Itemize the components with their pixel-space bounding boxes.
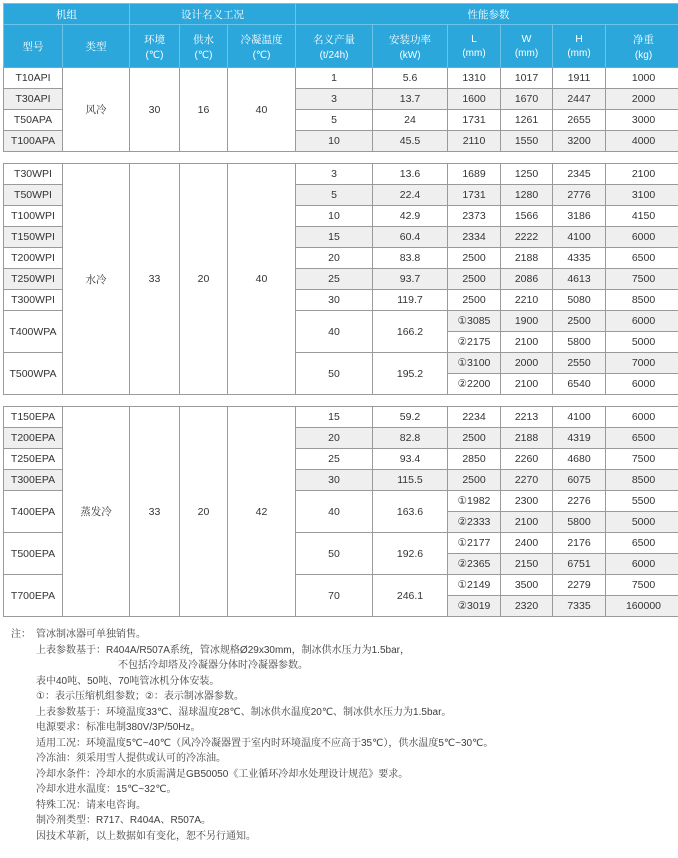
width-cell: 2213 [501,407,553,428]
power-cell: 195.2 [373,353,448,395]
block-divider [3,395,678,406]
header-column-cell: 冷凝温度 (℃) [228,25,296,68]
table-body [4,68,678,152]
model-cell: T100WPI [4,206,63,227]
note-line [11,829,678,845]
height-cell: 5800 [553,512,606,533]
note-line [11,798,678,814]
condensing-temp-cell: 40 [228,164,296,395]
height-cell: 2279 [553,575,606,596]
note-text: 冷冻油：须采用雪人提供或认可的冷冻油。 [36,753,226,764]
power-cell: 119.7 [373,290,448,311]
note-line [11,751,678,767]
weight-cell: 6000 [606,407,678,428]
length-cell: ②2200 [448,374,501,395]
capacity-cell: 20 [296,428,373,449]
header-column-cell: L (mm) [448,25,501,68]
weight-cell: 1000 [606,68,678,89]
width-cell: 1566 [501,206,553,227]
height-cell: 6075 [553,470,606,491]
width-cell: 1550 [501,131,553,152]
supply-water-cell: 20 [180,164,228,395]
length-cell: 1731 [448,185,501,206]
header-group-cell: 性能参数 [296,4,678,25]
weight-cell: 7500 [606,269,678,290]
header-column-cell: 净重 (kg) [606,25,678,68]
height-cell: 2550 [553,353,606,374]
weight-cell: 4150 [606,206,678,227]
length-cell: 2334 [448,227,501,248]
model-cell: T250WPI [4,269,63,290]
height-cell: 6751 [553,554,606,575]
length-cell: ②2175 [448,332,501,353]
note-line [11,627,678,643]
power-cell: 83.8 [373,248,448,269]
model-cell: T700EPA [4,575,63,617]
note-line [11,736,678,752]
length-cell: 2500 [448,290,501,311]
power-cell: 24 [373,110,448,131]
note-text: 因技术革新，以上数据如有变化，恕不另行通知。 [36,830,256,842]
note-text: 特殊工况：请来电咨询。 [36,799,146,811]
note-text: 制冷剂类型：R717、R404A、R507A。 [36,815,212,826]
width-cell: 3500 [501,575,553,596]
model-cell: T150EPA [4,407,63,428]
model-cell: T500EPA [4,533,63,575]
height-cell: 3186 [553,206,606,227]
width-cell: 1900 [501,311,553,332]
width-cell: 2222 [501,227,553,248]
length-cell: ①2149 [448,575,501,596]
weight-cell: 3100 [606,185,678,206]
power-cell: 5.6 [373,68,448,89]
power-cell: 93.7 [373,269,448,290]
length-cell: 2500 [448,470,501,491]
capacity-cell: 30 [296,470,373,491]
supply-water-cell: 16 [180,68,228,152]
weight-cell: 6500 [606,248,678,269]
power-cell: 246.1 [373,575,448,617]
header-column-row [4,25,678,68]
type-cell: 水冷 [63,164,130,395]
weight-cell: 2000 [606,89,678,110]
length-cell: ②2333 [448,512,501,533]
height-cell: 2776 [553,185,606,206]
supply-water-cell: 20 [180,407,228,617]
capacity-cell: 10 [296,131,373,152]
header-column-cell: 类型 [63,25,130,68]
power-cell: 60.4 [373,227,448,248]
weight-cell: 5500 [606,491,678,512]
table-row [4,164,678,185]
weight-cell: 160000 [606,596,678,617]
model-cell: T300WPI [4,290,63,311]
width-cell: 1261 [501,110,553,131]
table-row [4,68,678,89]
capacity-cell: 3 [296,89,373,110]
length-cell: ①3100 [448,353,501,374]
height-cell: 4100 [553,407,606,428]
header-column-cell: H (mm) [553,25,606,68]
width-cell: 2100 [501,374,553,395]
note-line [11,658,678,674]
table-row [4,407,678,428]
model-cell: T10API [4,68,63,89]
length-cell: 2500 [448,248,501,269]
note-line [11,705,678,721]
capacity-cell: 70 [296,575,373,617]
note-text: 上表参数基于：环境温度33℃、湿球温度28℃、制冰供水温度20℃、制冰供水压力为1.5bar。 [36,706,452,718]
capacity-cell: 1 [296,68,373,89]
model-cell: T50WPI [4,185,63,206]
weight-cell: 3000 [606,110,678,131]
model-cell: T30API [4,89,63,110]
height-cell: 4335 [553,248,606,269]
width-cell: 2188 [501,428,553,449]
notes-section [3,627,678,844]
note-text: 管冰制冰器可单独销售。 [36,629,146,640]
table-header [4,4,678,68]
power-cell: 42.9 [373,206,448,227]
height-cell: 2655 [553,110,606,131]
model-cell: T100APA [4,131,63,152]
width-cell: 2000 [501,353,553,374]
condensing-temp-cell: 40 [228,68,296,152]
length-cell: 2373 [448,206,501,227]
note-text: 电源要求：标准电制380V/3P/50Hz。 [36,722,201,733]
weight-cell: 6000 [606,227,678,248]
model-cell: T200WPI [4,248,63,269]
width-cell: 2188 [501,248,553,269]
note-line [11,767,678,783]
height-cell: 2500 [553,311,606,332]
length-cell: 2500 [448,269,501,290]
note-line [11,674,678,690]
note-line [11,782,678,798]
condensing-temp-cell: 42 [228,407,296,617]
length-cell: 2234 [448,407,501,428]
length-cell: 2110 [448,131,501,152]
evaporative-cooled-spec-table [3,406,678,617]
header-column-cell: 型号 [4,25,63,68]
height-cell: 2345 [553,164,606,185]
capacity-cell: 3 [296,164,373,185]
length-cell: ①1982 [448,491,501,512]
power-cell: 163.6 [373,491,448,533]
model-cell: T400EPA [4,491,63,533]
weight-cell: 6500 [606,533,678,554]
width-cell: 2086 [501,269,553,290]
weight-cell: 6500 [606,428,678,449]
width-cell: 2300 [501,491,553,512]
power-cell: 82.8 [373,428,448,449]
model-cell: T150WPI [4,227,63,248]
capacity-cell: 50 [296,533,373,575]
length-cell: 2850 [448,449,501,470]
note-line [11,643,678,659]
table-body [4,407,678,617]
width-cell: 2150 [501,554,553,575]
weight-cell: 5000 [606,332,678,353]
width-cell: 2100 [501,512,553,533]
capacity-cell: 15 [296,227,373,248]
power-cell: 115.5 [373,470,448,491]
ambient-temp-cell: 30 [130,68,180,152]
capacity-cell: 15 [296,407,373,428]
width-cell: 2100 [501,332,553,353]
height-cell: 2276 [553,491,606,512]
weight-cell: 8500 [606,470,678,491]
weight-cell: 4000 [606,131,678,152]
power-cell: 192.6 [373,533,448,575]
length-cell: 1731 [448,110,501,131]
header-group-row [4,4,678,25]
note-text: 适用工况：环境温度5℃~40℃（风冷冷凝器置于室内时环境温度不应高于35℃），供水温度5℃~30℃。 [36,737,494,749]
note-text: 冷却水条件：冷却水的水质需满足GB50050《工业循环冷却水处理设计规范》要求。 [36,768,409,780]
capacity-cell: 25 [296,449,373,470]
header-group-cell: 设计名义工况 [130,4,296,25]
model-cell: T500WPA [4,353,63,395]
note-line [11,720,678,736]
height-cell: 4680 [553,449,606,470]
height-cell: 4319 [553,428,606,449]
ambient-temp-cell: 33 [130,164,180,395]
width-cell: 1670 [501,89,553,110]
note-text: 上表参数基于：R404A/R507A系统，管冰规格Ø29x30mm，制冰供水压力为1.5bar， [36,644,410,656]
power-cell: 13.6 [373,164,448,185]
length-cell: 1310 [448,68,501,89]
height-cell: 4100 [553,227,606,248]
weight-cell: 7500 [606,449,678,470]
note-text: ①：表示压缩机组参数；②：表示制冰器参数。 [36,691,244,702]
weight-cell: 7500 [606,575,678,596]
header-column-cell: W (mm) [501,25,553,68]
width-cell: 2400 [501,533,553,554]
height-cell: 5800 [553,332,606,353]
note-text: 表中40吨、50吨、70吨管冰机分体安装。 [36,675,220,687]
power-cell: 59.2 [373,407,448,428]
power-cell: 93.4 [373,449,448,470]
weight-cell: 7000 [606,353,678,374]
length-cell: ①2177 [448,533,501,554]
length-cell: 1600 [448,89,501,110]
note-text: 不包括冷却塔及冷凝器分体时冷凝器参数。 [118,660,308,671]
header-column-cell: 安装功率 (kW) [373,25,448,68]
width-cell: 2320 [501,596,553,617]
weight-cell: 6000 [606,374,678,395]
power-cell: 13.7 [373,89,448,110]
capacity-cell: 5 [296,185,373,206]
model-cell: T200EPA [4,428,63,449]
height-cell: 1911 [553,68,606,89]
ambient-temp-cell: 33 [130,407,180,617]
height-cell: 7335 [553,596,606,617]
weight-cell: 5000 [606,512,678,533]
width-cell: 1280 [501,185,553,206]
type-cell: 蒸发冷 [63,407,130,617]
water-cooled-spec-table [3,163,678,395]
height-cell: 6540 [553,374,606,395]
model-cell: T250EPA [4,449,63,470]
model-cell: T400WPA [4,311,63,353]
header-column-cell: 供水 (℃) [180,25,228,68]
model-cell: T30WPI [4,164,63,185]
weight-cell: 6000 [606,311,678,332]
length-cell: ②3019 [448,596,501,617]
note-line [11,689,678,705]
length-cell: 2500 [448,428,501,449]
height-cell: 2447 [553,89,606,110]
block-divider [3,152,678,163]
model-cell: T300EPA [4,470,63,491]
header-column-cell: 名义产量 (t/24h) [296,25,373,68]
height-cell: 3200 [553,131,606,152]
power-cell: 166.2 [373,311,448,353]
capacity-cell: 10 [296,206,373,227]
length-cell: ②2365 [448,554,501,575]
note-line [11,813,678,829]
width-cell: 2260 [501,449,553,470]
power-cell: 22.4 [373,185,448,206]
capacity-cell: 40 [296,491,373,533]
type-cell: 风冷 [63,68,130,152]
capacity-cell: 25 [296,269,373,290]
capacity-cell: 20 [296,248,373,269]
header-group-cell: 机组 [4,4,130,25]
length-cell: ①3085 [448,311,501,332]
power-cell: 45.5 [373,131,448,152]
table-body [4,164,678,395]
width-cell: 2270 [501,470,553,491]
length-cell: 1689 [448,164,501,185]
header-column-cell: 环境 (℃) [130,25,180,68]
capacity-cell: 5 [296,110,373,131]
air-cooled-spec-table [3,3,678,152]
height-cell: 2176 [553,533,606,554]
width-cell: 2210 [501,290,553,311]
capacity-cell: 50 [296,353,373,395]
capacity-cell: 30 [296,290,373,311]
weight-cell: 6000 [606,554,678,575]
weight-cell: 2100 [606,164,678,185]
width-cell: 1250 [501,164,553,185]
model-cell: T50APA [4,110,63,131]
note-label: 注： [11,629,31,640]
width-cell: 1017 [501,68,553,89]
weight-cell: 8500 [606,290,678,311]
note-text: 冷却水进水温度：15℃~32℃。 [36,784,177,795]
height-cell: 5080 [553,290,606,311]
capacity-cell: 40 [296,311,373,353]
height-cell: 4613 [553,269,606,290]
